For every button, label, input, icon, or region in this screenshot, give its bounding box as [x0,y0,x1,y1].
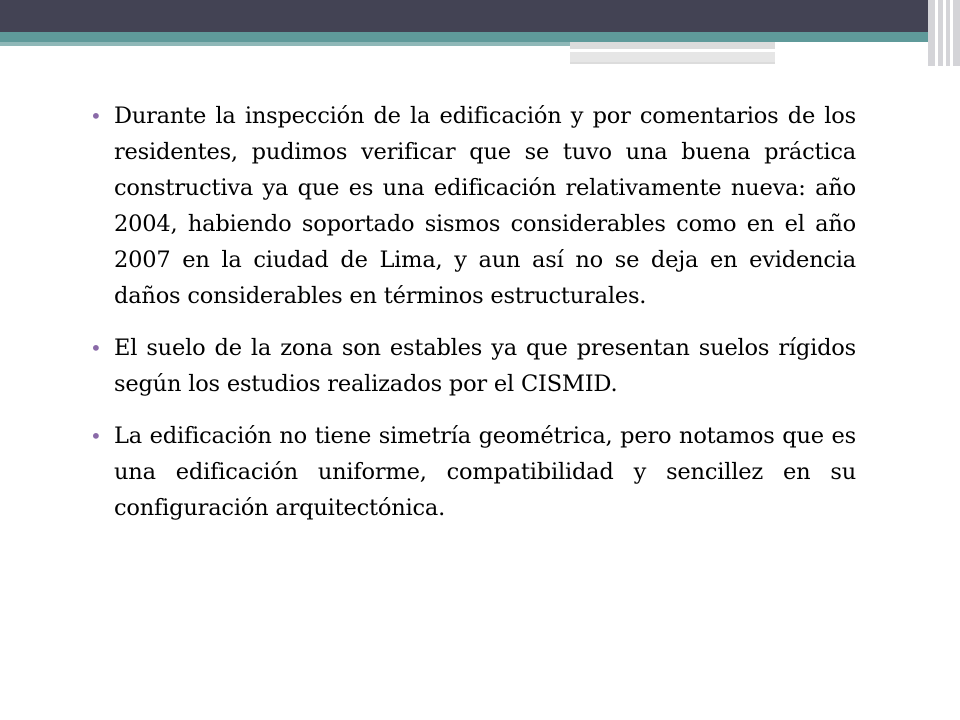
gray-accent-block-light [570,52,775,62]
bullet-item [86,418,856,526]
bullet-item [86,330,856,402]
bullet-marker: • [90,424,102,448]
bullet-item [86,98,856,314]
corner-stripe [943,0,946,66]
teal-accent-band [0,32,960,42]
bullet-text: La edificación no tiene simetría geométrica, pero notamos que es una edificación uniforme, compatibilidad y sencillez en su configuración arquitectónica. [114,423,856,521]
corner-accent [928,0,960,66]
bullet-list [86,98,856,526]
bullet-text: Durante la inspección de la edificación y por comentarios de los residentes, pudimos verificar que se tuvo una buena práctica constructiva ya que es una edificación relativamente nueva: año 2004, habiendo soportado sismos considerables como en el año 2007 en la ciudad de Lima, y aun así no se deja en evidencia daños considerables en términos estructurales. [114,103,856,309]
teal-accent-shadow [0,42,570,46]
header-bar [0,0,960,32]
corner-stripe [950,0,953,66]
bullet-marker: • [90,336,102,360]
bullet-text: El suelo de la zona son estables ya que presentan suelos rígidos según los estudios realizados por el CISMID. [114,335,856,397]
corner-stripe [935,0,938,66]
slide-body [86,98,856,542]
bullet-marker: • [90,104,102,128]
white-accent-line [570,49,888,52]
